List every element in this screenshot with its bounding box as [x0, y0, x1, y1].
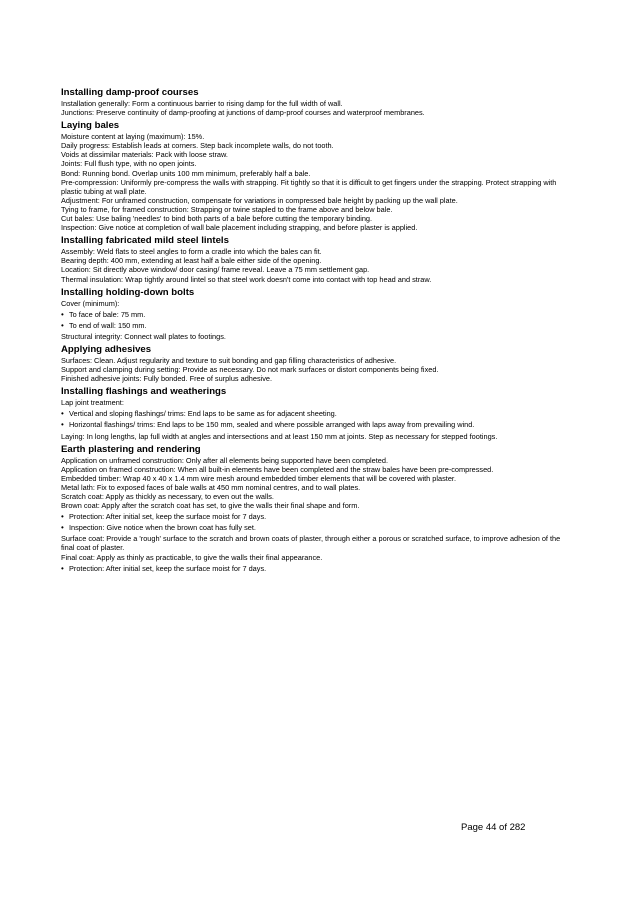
- body-text: Moisture content at laying (maximum): 15%.: [61, 132, 205, 142]
- body-text: Cut bales: Use baling 'needles' to bind both parts of a bale before cutting the temporary binding.: [61, 214, 373, 224]
- bullet-dot-icon: •: [61, 409, 64, 419]
- body-text: Laying: In long lengths, lap full width at angles and intersections and at least 150 mm at joints. Step as necessary for stepped footings.: [61, 431, 498, 441]
- section-heading: Installing holding-down bolts: [61, 286, 195, 298]
- section: [61, 386, 566, 440]
- section: [61, 120, 566, 232]
- section-heading: Earth plastering and rendering: [61, 443, 201, 455]
- bullet-item: [61, 512, 566, 521]
- body-text: Final coat: Apply as thinly as practicable, to give the walls their final appearance.: [61, 552, 323, 562]
- document-body: [61, 87, 566, 576]
- bullet-item: [61, 409, 566, 418]
- page-number: Page 44 of 282: [461, 822, 526, 833]
- bullet-text: Horizontal flashings/ trims: End laps to be 150 mm, sealed and where possible arranged with laps away from prevailing wind.: [69, 420, 475, 430]
- bullet-item: [61, 523, 566, 532]
- body-text: Support and clamping during setting: Provide as necessary. Do not mark surfaces or distort components being fixed.: [61, 365, 439, 375]
- body-text: Application on unframed construction: Only after all elements being supported have been completed.: [61, 455, 388, 465]
- body-text: Embedded timber: Wrap 40 x 40 x 1.4 mm wire mesh around embedded timber elements that will be covered with plaster.: [61, 473, 456, 483]
- bullet-dot-icon: •: [61, 420, 64, 430]
- body-text: Junctions: Preserve continuity of damp-proofing at junctions of damp-proof courses and waterproof membranes.: [61, 108, 425, 118]
- body-text: Finished adhesive joints: Fully bonded. Free of surplus adhesive.: [61, 374, 273, 384]
- bullet-dot-icon: •: [61, 309, 64, 319]
- body-text: Adjustment: For unframed construction, compensate for variations in compressed bale height by packing up the wall plate.: [61, 195, 458, 205]
- body-text: Voids at dissimilar materials: Pack with loose straw.: [61, 150, 228, 160]
- bullet-item: [61, 564, 566, 573]
- section: [61, 344, 566, 383]
- section: [61, 235, 566, 283]
- body-text: Lap joint treatment:: [61, 398, 124, 408]
- body-text: Surface coat: Provide a 'rough' surface to the scratch and brown coats of plaster, through either a porous or scratched surface, to improve adhesion of the final coat of plaster.: [61, 534, 561, 553]
- section-heading: Installing flashings and weatherings: [61, 386, 227, 398]
- body-text: Installation generally: Form a continuous barrier to rising damp for the full width of wall.: [61, 99, 343, 108]
- bullet-text: Protection: After initial set, keep the surface moist for 7 days.: [69, 512, 267, 522]
- bullet-dot-icon: •: [61, 563, 64, 573]
- body-text: Assembly: Weld flats to steel angles to form a cradle into which the bales can fit.: [61, 247, 322, 257]
- body-text: Location: Sit directly above window/ door casing/ frame reveal. Leave a 75 mm settlement gap.: [61, 265, 370, 275]
- bullet-text: To end of wall: 150 mm.: [69, 320, 147, 330]
- section-heading: Applying adhesives: [61, 343, 152, 355]
- body-text: Joints: Full flush type, with no open joints.: [61, 159, 197, 169]
- bullet-text: Protection: After initial set, keep the surface moist for 7 days.: [69, 563, 267, 573]
- body-text: Scratch coat: Apply as thickly as necessary, to even out the walls.: [61, 492, 274, 501]
- bullet-text: Inspection: Give notice when the brown coat has fully set.: [69, 523, 256, 533]
- body-text: Structural integrity: Connect wall plates to footings.: [61, 331, 226, 341]
- body-text: Cover (minimum):: [61, 298, 120, 308]
- bullet-item: [61, 321, 566, 330]
- section: [61, 287, 566, 341]
- section: [61, 444, 566, 573]
- body-text: Tying to frame, for framed construction: Strapping or twine stapled to the frame above and below bale.: [61, 204, 393, 214]
- bullet-dot-icon: •: [61, 523, 64, 533]
- body-text: Bond: Running bond. Overlap units 100 mm minimum, preferably half a bale.: [61, 168, 311, 178]
- body-text: Thermal insulation: Wrap tightly around lintel so that steel work doesn't come into contact with top head and straw.: [61, 274, 432, 284]
- body-text: Surfaces: Clean. Adjust regularity and texture to suit bonding and gap filling characteristics of adhesive.: [61, 355, 397, 365]
- bullet-item: [61, 310, 566, 319]
- body-text: Application on framed construction: When all built-in elements have been completed and the straw bales have been pre-compressed.: [61, 464, 494, 474]
- section-heading: Laying bales: [61, 120, 120, 132]
- bullet-text: To face of bale: 75 mm.: [69, 309, 146, 319]
- body-text: Inspection: Give notice at completion of wall bale placement including strapping, and before plaster is applied.: [61, 223, 418, 233]
- bullet-dot-icon: •: [61, 512, 64, 522]
- section-heading: Installing damp-proof courses: [61, 87, 199, 98]
- section: [61, 87, 566, 117]
- section-heading: Installing fabricated mild steel lintels: [61, 235, 229, 247]
- body-text: Brown coat: Apply after the scratch coat has set, to give the walls their final shape and form.: [61, 501, 360, 511]
- body-text: Daily progress: Establish leads at corners. Step back incomplete walls, do not tooth.: [61, 141, 334, 151]
- bullet-text: Vertical and sloping flashings/ trims: End laps to be same as for adjacent sheeting.: [69, 409, 337, 419]
- body-text: Metal lath: Fix to exposed faces of bale walls at 450 mm nominal centres, and to wall plates.: [61, 482, 361, 492]
- body-text: Bearing depth: 400 mm, extending at least half a bale either side of the opening.: [61, 256, 322, 266]
- bullet-item: [61, 420, 566, 429]
- body-text: Pre-compression: Uniformly pre-compress the walls with strapping. Fit tightly so that it is difficult to get fingers under the strapping. Protect strapping with plastic tubing at wall plate.: [61, 177, 557, 196]
- bullet-dot-icon: •: [61, 320, 64, 330]
